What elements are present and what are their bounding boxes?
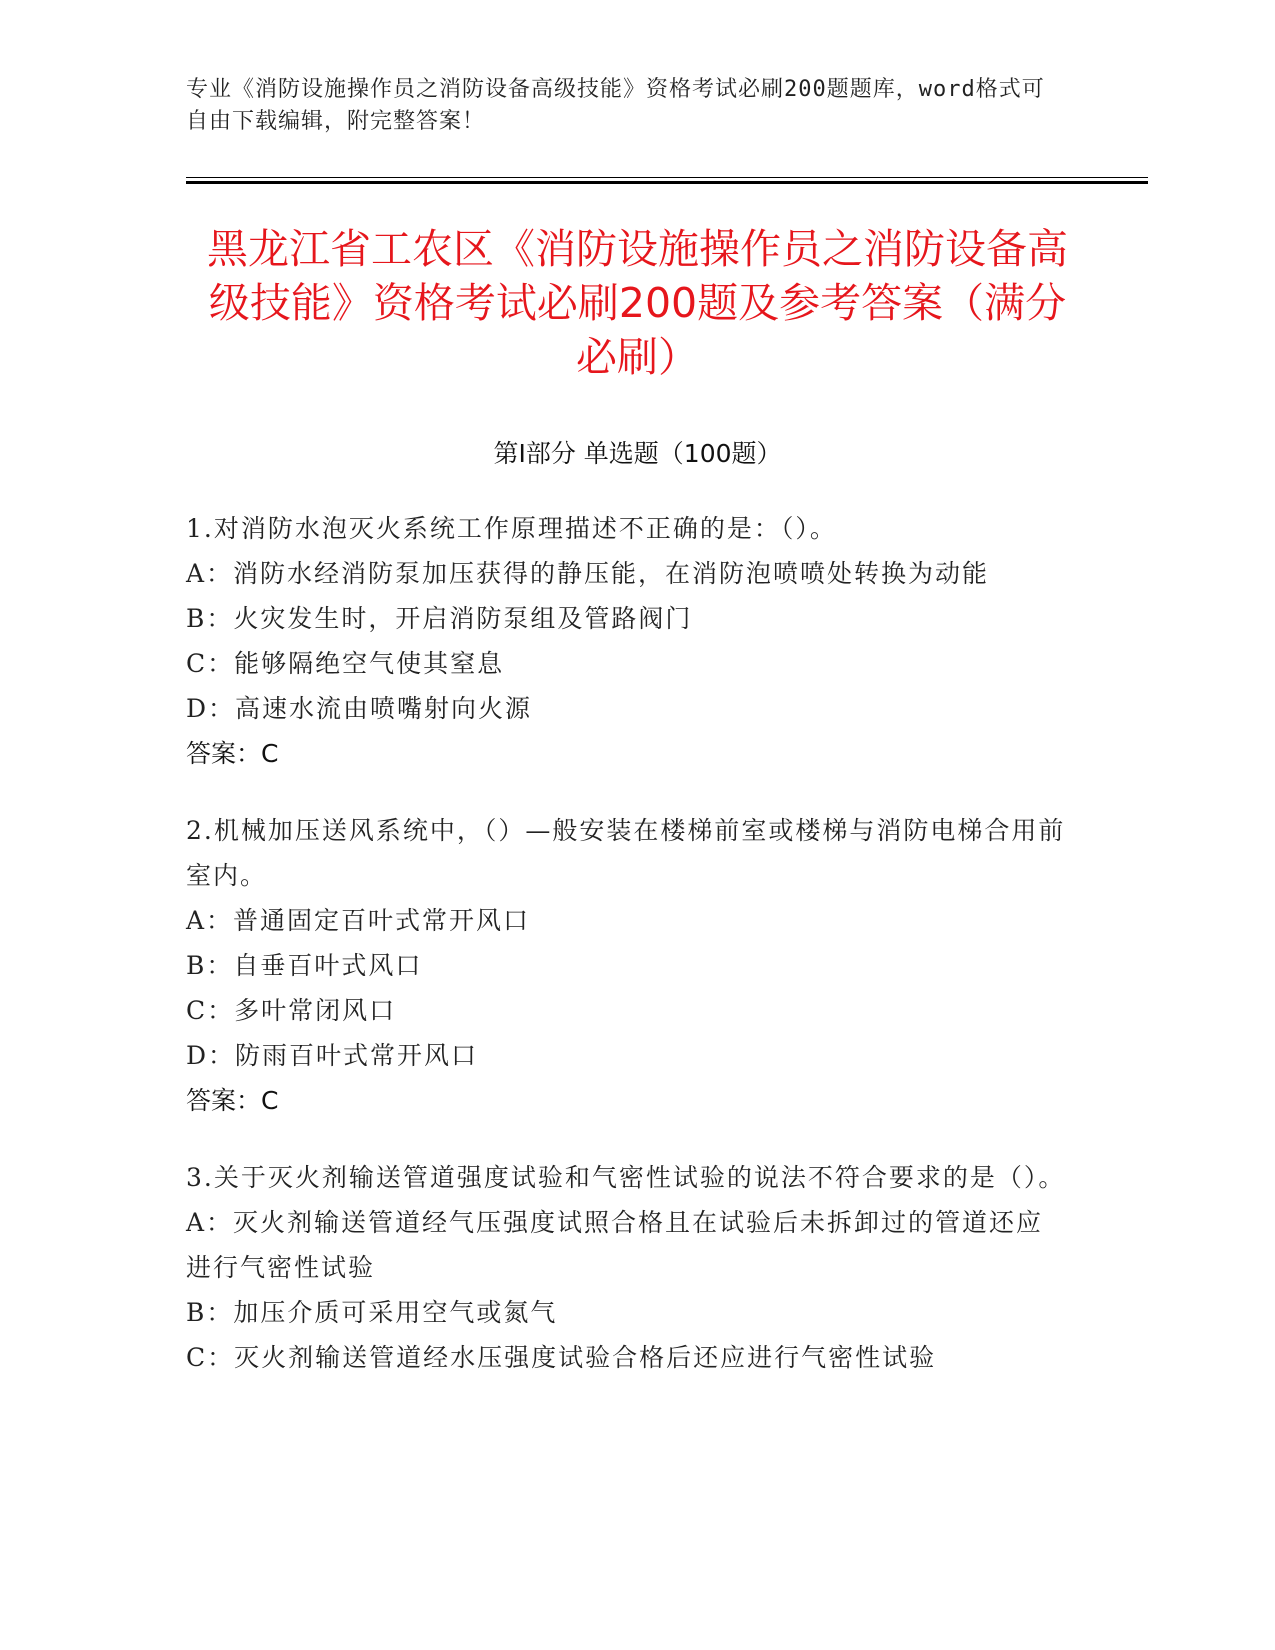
option-b: B：加压介质可采用空气或氮气	[186, 1298, 558, 1327]
option-a: A：普通固定百叶式常开风口	[186, 906, 531, 935]
question-stem: 3.关于灭火剂输送管道强度试验和气密性试验的说法不符合要求的是（）。	[186, 1163, 1066, 1192]
option-a: A：灭火剂输送管道经气压强度试照合格且在试验后未拆卸过的管道还应进行气密性试验	[186, 1208, 1044, 1282]
header-divider-thin	[186, 177, 1148, 178]
option-b: B：自垂百叶式风口	[186, 951, 423, 980]
question-2	[186, 808, 1066, 1123]
question-stem: 2.机械加压送风系统中，（）—般安装在楼梯前室或楼梯与消防电梯合用前室内。	[186, 816, 1066, 890]
question-1	[186, 506, 1066, 776]
answer: 答案：C	[186, 739, 279, 768]
option-c: C：能够隔绝空气使其窒息	[186, 649, 505, 678]
option-d: D：高速水流由喷嘴射向火源	[186, 694, 533, 723]
section-heading: 第Ⅰ部分 单选题（100题）	[493, 439, 782, 468]
option-c: C：多叶常闭风口	[186, 996, 397, 1025]
header-note: 专业《消防设施操作员之消防设备高级技能》资格考试必刷200题题库，word格式可自由下载编辑，附完整答案！	[186, 77, 1045, 134]
option-c: C：灭火剂输送管道经水压强度试验合格后还应进行气密性试验	[186, 1343, 937, 1372]
question-stem: 1.对消防水泡灭火系统工作原理描述不正确的是：（）。	[186, 514, 837, 543]
option-b: B：火灾发生时，开启消防泵组及管路阀门	[186, 604, 693, 633]
question-3	[186, 1155, 1066, 1380]
document-title: 黑龙江省工农区《消防设施操作员之消防设备高级技能》资格考试必刷200题及参考答案（满分必刷）	[207, 225, 1068, 381]
header-divider-thick	[186, 181, 1148, 184]
option-d: D：防雨百叶式常开风口	[186, 1041, 479, 1070]
option-a: A：消防水经消防泵加压获得的静压能，在消防泡喷喷处转换为动能	[186, 559, 990, 588]
answer: 答案：C	[186, 1086, 279, 1115]
